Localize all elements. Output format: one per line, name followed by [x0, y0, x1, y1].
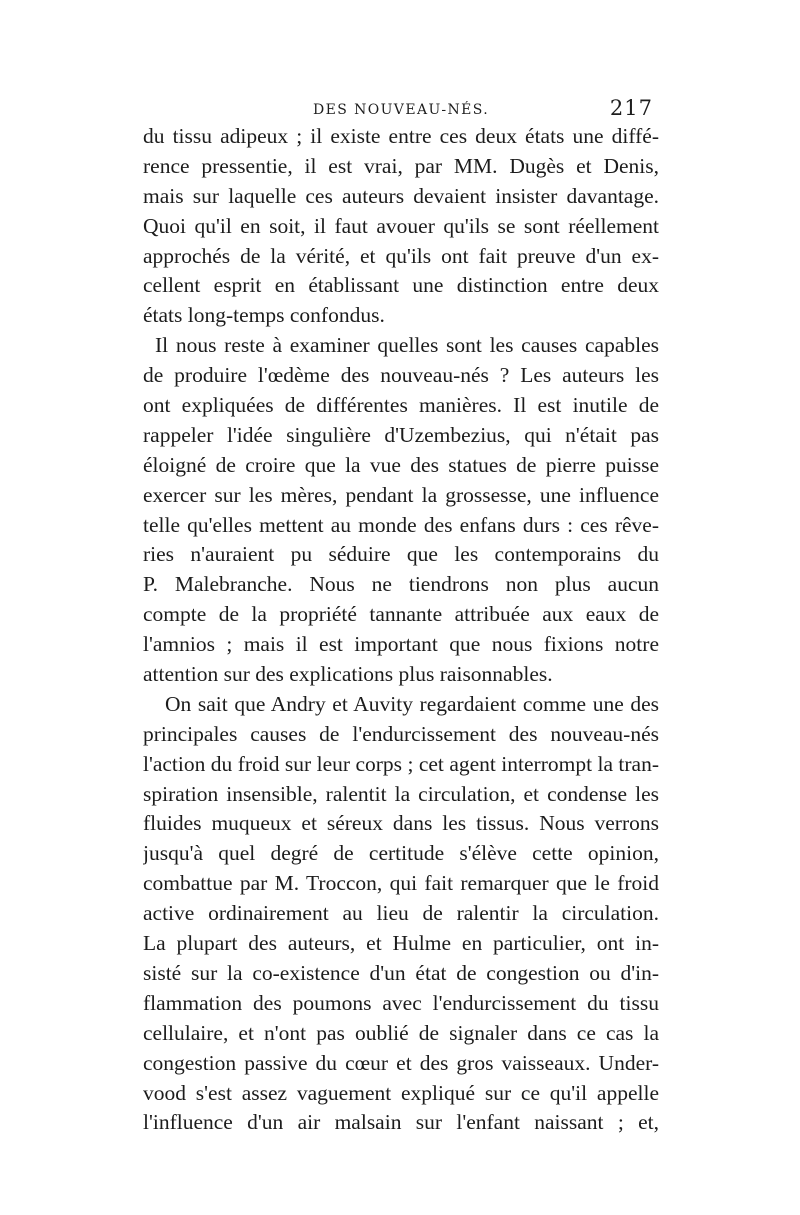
text-line: compte de la propriété tannante attribuée aux eaux de: [143, 602, 659, 627]
text-line: Quoi qu'il en soit, il faut avouer qu'ils se sont réellement: [143, 213, 659, 238]
text-line: ries n'auraient pu séduire que les contemporains du: [143, 542, 659, 567]
text-line: P. Malebranche. Nous ne tiendrons non plus aucun: [143, 572, 659, 597]
text-line: telle qu'elles mettent au monde des enfans durs : ces rêve-: [143, 512, 659, 537]
text-line: cellulaire, et n'ont pas oublié de signaler dans ce cas la: [143, 1020, 659, 1045]
text-line: mais sur laquelle ces auteurs devaient insister davantage.: [143, 183, 659, 208]
text-line: La plupart des auteurs, et Hulme en particulier, ont in-: [143, 931, 659, 956]
text-line: états long-temps confondus.: [143, 303, 385, 328]
text-line: fluides muqueux et séreux dans les tissus. Nous verrons: [143, 811, 659, 836]
text-line: jusqu'à quel degré de certitude s'élève cette opinion,: [143, 841, 659, 866]
text-line: On sait que Andry et Auvity regardaient comme une des: [165, 691, 659, 716]
text-line: vood s'est assez vaguement expliqué sur ce qu'il appelle: [143, 1080, 659, 1105]
text-line: combattue par M. Troccon, qui fait remarquer que le froid: [143, 871, 659, 896]
text-line: sisté sur la co-existence d'un état de congestion ou d'in-: [143, 960, 659, 985]
text-line: de produire l'œdème des nouveau-nés ? Les auteurs les: [143, 363, 659, 388]
text-line: principales causes de l'endurcissement des nouveau-nés: [143, 721, 659, 746]
text-line: ont expliquées de différentes manières. Il est inutile de: [143, 393, 659, 418]
text-line: Il nous reste à examiner quelles sont les causes capables: [155, 333, 659, 358]
text-line: l'action du froid sur leur corps ; cet agent interrompt la tran-: [143, 751, 659, 776]
body-text: [143, 122, 659, 1138]
page-number: 217: [609, 96, 653, 120]
text-line: active ordinairement au lieu de ralentir la circulation.: [143, 901, 659, 926]
text-line: approchés de la vérité, et qu'ils ont fait preuve d'un ex-: [143, 243, 659, 268]
text-line: rappeler l'idée singulière d'Uzembezius, qui n'était pas: [143, 422, 659, 447]
text-line: du tissu adipeux ; il existe entre ces deux états une diffé-: [143, 124, 659, 148]
text-line: l'amnios ; mais il est important que nous fixions notre: [143, 632, 659, 657]
text-line: exercer sur les mères, pendant la grossesse, une influence: [143, 482, 659, 507]
text-line: rence pressentie, il est vrai, par MM. Dugès et Denis,: [143, 153, 659, 178]
text-line: éloigné de croire que la vue des statues de pierre puisse: [143, 452, 659, 477]
running-title: DES NOUVEAU-NÉS.: [313, 102, 490, 118]
text-line: flammation des poumons avec l'endurcissement du tissu: [143, 990, 659, 1015]
text-line: spiration insensible, ralentit la circulation, et condense les: [143, 781, 659, 806]
text-line: attention sur des explications plus raisonnables.: [143, 662, 553, 687]
text-line: l'influence d'un air malsain sur l'enfant naissant ; et,: [143, 1110, 659, 1135]
text-line: congestion passive du cœur et des gros vaisseaux. Under-: [143, 1050, 659, 1075]
text-line: cellent esprit en établissant une distinction entre deux: [143, 273, 659, 298]
